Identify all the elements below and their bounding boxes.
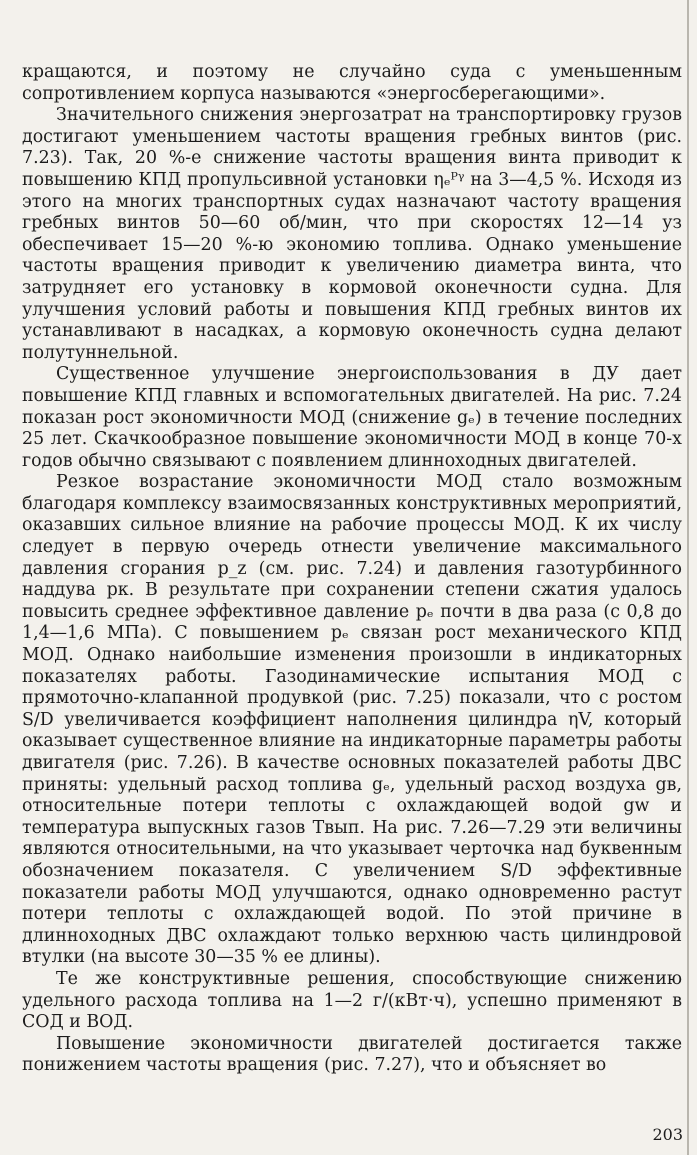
paragraph-4: Резкое возрастание экономичности МОД стало возможным благодаря комплексу взаимосвязанных конструктивных мероприятий, оказавших сильное влияние на рабочие процессы МОД. К их числу следует в первую очередь отнести увеличение максимального давления сгорания p_z (см. рис. 7.24) и давления газотурбинного наддува pк. В результате при сохранении степени сжатия удалось повысить среднее эффективное давление pₑ почти в два раза (с 0,8 до 1,4—1,6 МПа). С повышением pₑ связан рост механического КПД МОД. Однако наибольшие изменения произошли в индикаторных показателях работы. Газодинамические испытания МОД с прямоточно-клапанной продувкой (рис. 7.25) показали, что с ростом S/D увеличивается коэффициент наполнения цилиндра ηV, который оказывает существенное влияние на индикаторные параметры работы двигателя (рис. 7.26). В качестве основных показателей работы ДВС приняты: удельный расход топлива gₑ, удельный расход воздуха gв, относительные потери теплоты с охлаждающей водой gw и температура выпускных газов Tвып. На рис. 7.26—7.29 эти величины являются относительными, на что указывает черточка над буквенным обозначением показателя. С увеличением S/D эффективные показатели работы МОД улучшаются, однако одновременно растут потери теплоты с охлаждающей водой. По этой причине в длинноходных ДВС охлаждают только верхнюю часть цилиндровой втулки (на высоте 30—35 % ее длины).	[22, 472, 682, 968]
document-page	[22, 62, 682, 1077]
paragraph-1: кращаются, и поэтому не случайно суда с уменьшенным сопротивлением корпуса называются «энергосберегающими».	[22, 62, 682, 104]
paragraph-6: Повышение экономичности двигателей достигается также понижением частоты вращения (рис. 7.27), что и объясняет во	[22, 1033, 682, 1076]
paragraph-3: Существенное улучшение энергоиспользования в ДУ дает повышение КПД главных и вспомогательных двигателей. На рис. 7.24 показан рост экономичности МОД (снижение gₑ) в течение последних 25 лет. Скачкообразное повышение экономичности МОД в конце 70-х годов обычно связывают с появлением длинноходных двигателей.	[22, 364, 682, 471]
page-spine-edge	[687, 0, 689, 1155]
paragraph-2: Значительного снижения энергозатрат на транспортировку грузов достигают уменьшением частоты вращения гребных винтов (рис. 7.23). Так, 20 %-е снижение частоты вращения винта приводит к повышению КПД пропульсивной установки ηₑᴾᵞ на 3—4,5 %. Исходя из этого на многих транспортных судах назначают частоту вращения гребных винтов 50—60 об/мин, что при скоростях 12—14 уз обеспечивает 15—20 %-ю экономию топлива. Однако уменьшение частоты вращения приводит к увеличению диаметра винта, что затрудняет его установку в кормовой оконечности судна. Для улучшения условий работы и повышения КПД гребных винтов их устанавливают в насадках, а кормовую оконечность судна делают полутуннельной.	[22, 105, 682, 363]
paragraph-5: Те же конструктивные решения, способствующие снижению удельного расхода топлива на 1—2 г/(кВт·ч), успешно применяют в СОД и ВОД.	[22, 968, 682, 1033]
page-number: 203	[652, 1125, 683, 1144]
